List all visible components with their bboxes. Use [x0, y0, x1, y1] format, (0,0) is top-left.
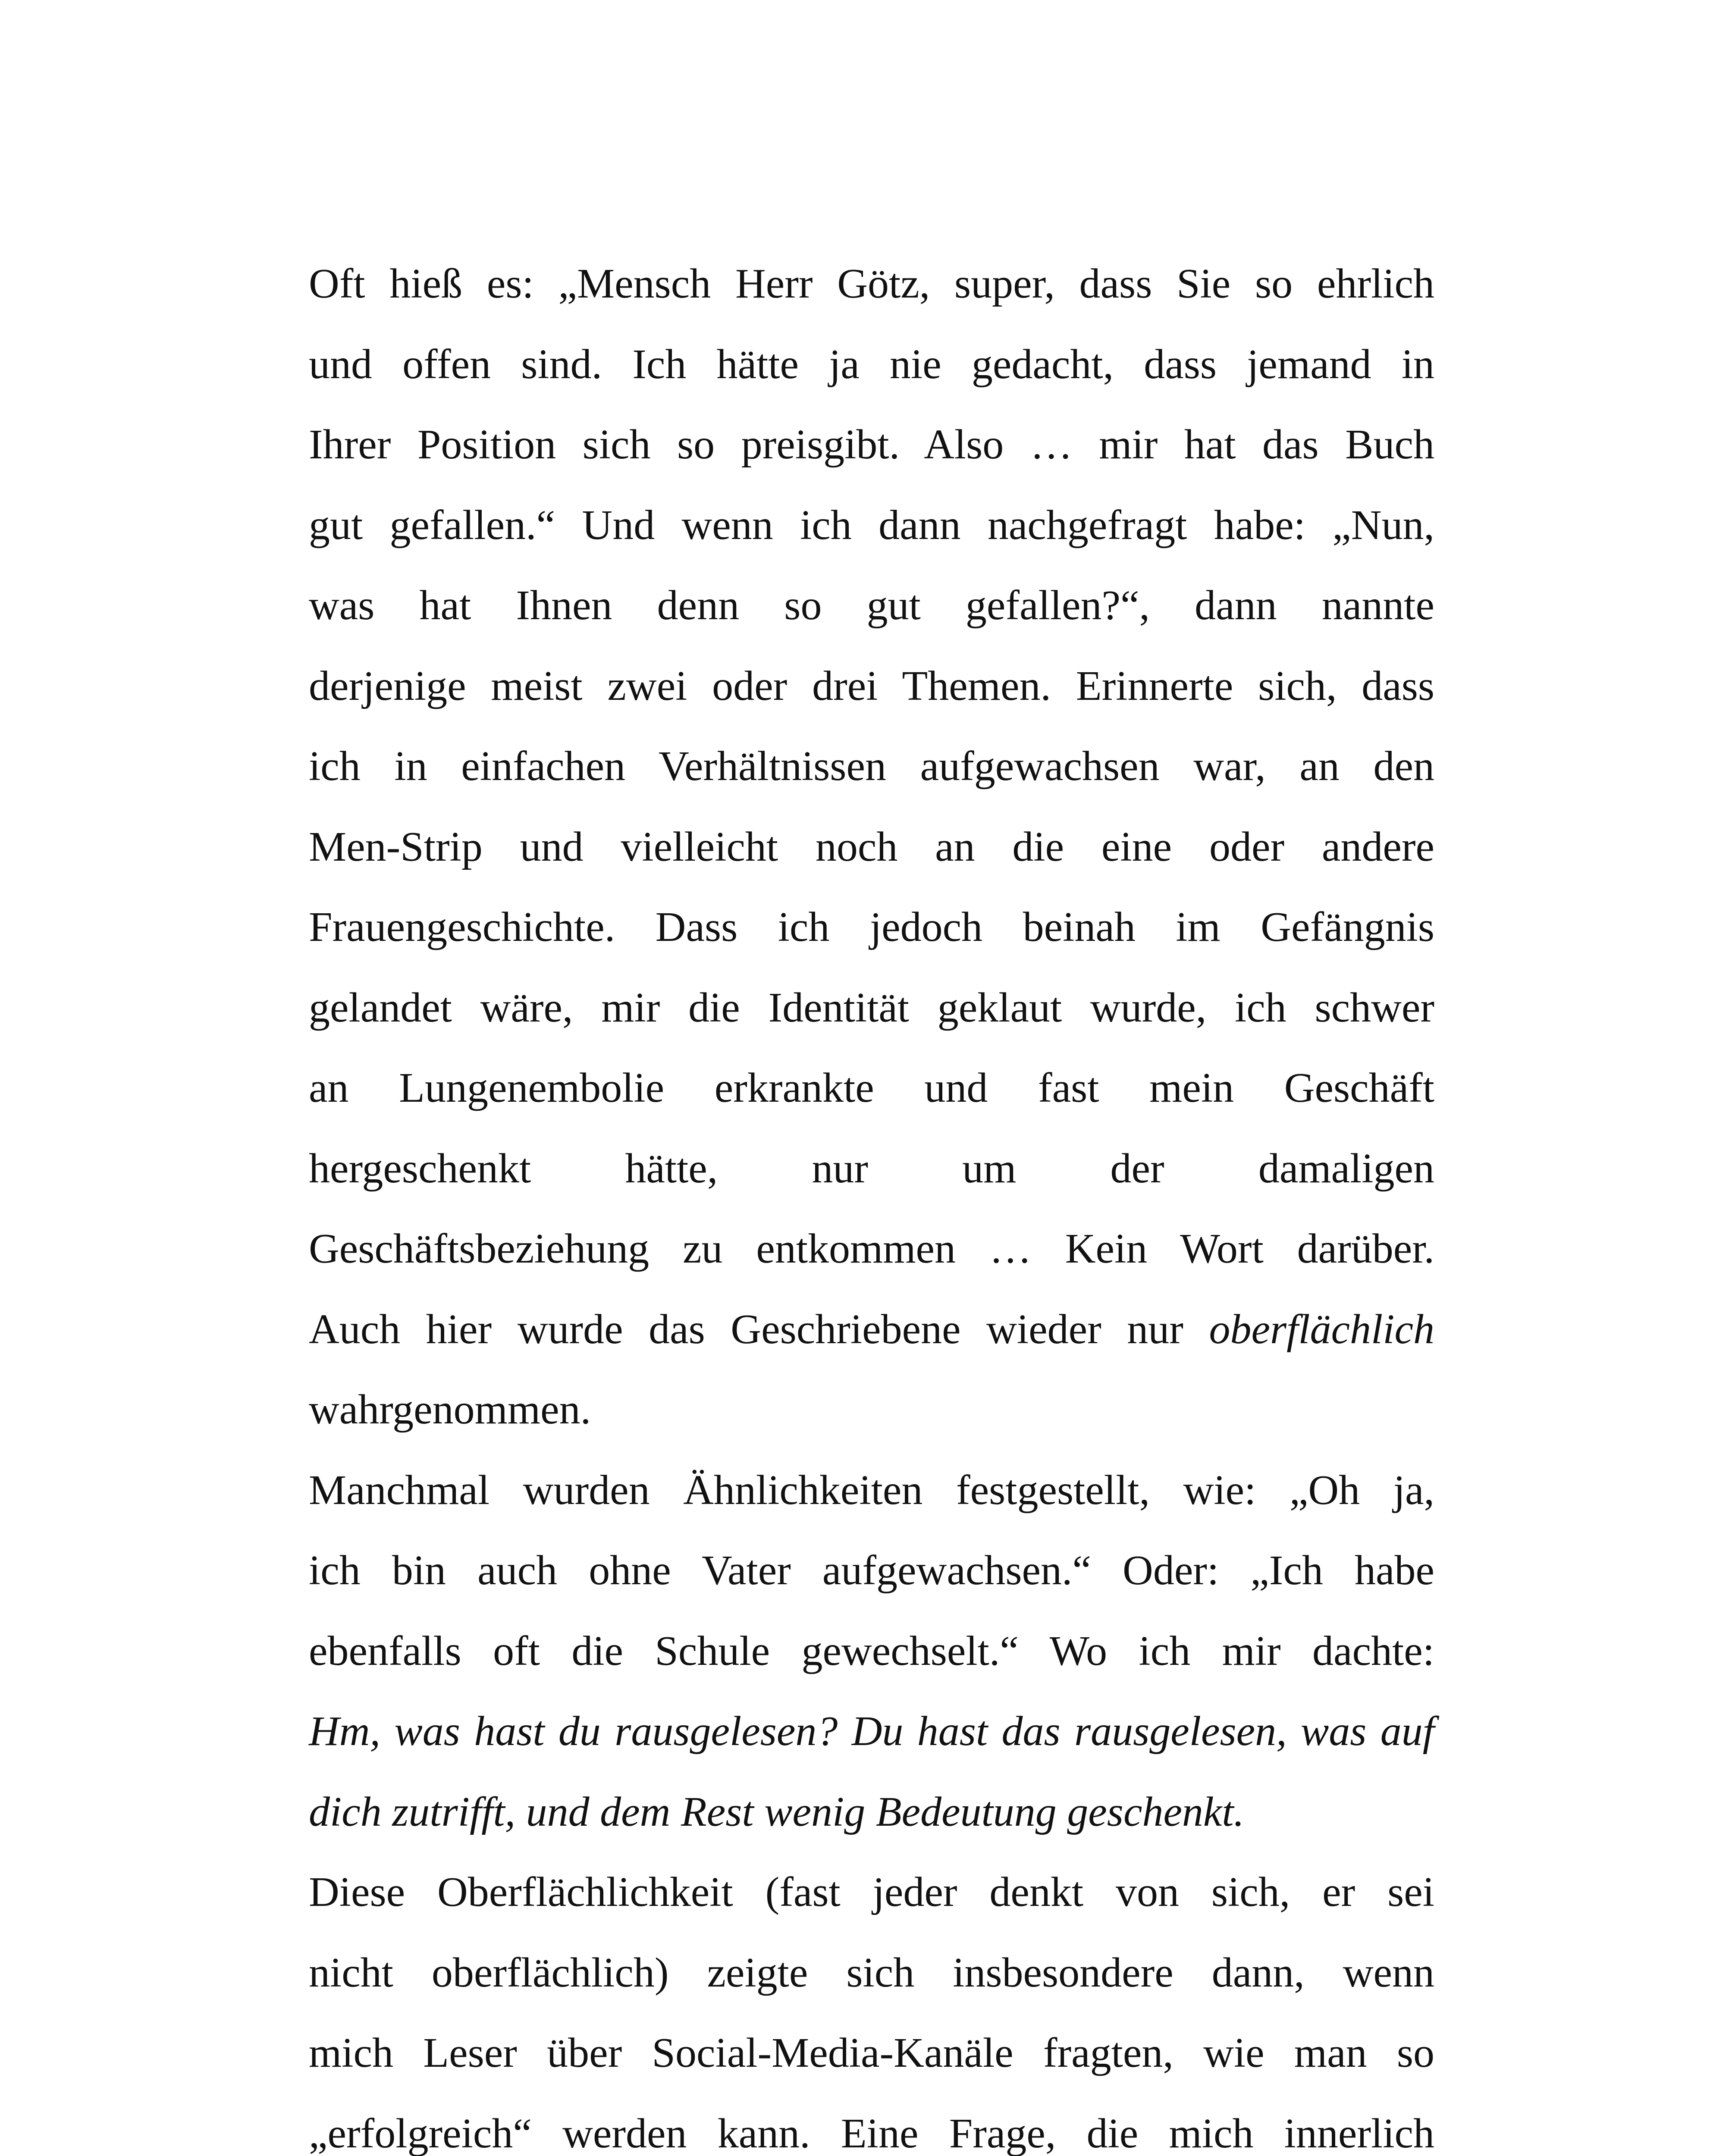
text-line: gelandet wäre, mir die Identität geklaut wurde, ich schwer [309, 984, 1434, 1031]
text-line: gut gefallen.“ Und wenn ich dann nachgefragt habe: „Nun, [309, 501, 1434, 548]
text-line: nicht oberflächlich) zeigte sich insbesondere dann, wenn [309, 1949, 1434, 1996]
text-line: Diese Oberflächlichkeit (fast jeder denkt von sich, er sei [309, 1869, 1434, 1915]
paragraph [309, 1450, 1434, 1852]
text-line: an Lungenembolie erkrankte und fast mein Geschäft [309, 1065, 1434, 1111]
text-line: „erfolgreich“ werden kann. Eine Frage, die mich innerlich [309, 2110, 1434, 2156]
text-line [309, 1289, 1434, 1370]
text-line: Oft hieß es: „Mensch Herr Götz, super, dass Sie so ehrlich [309, 260, 1434, 307]
text-line: Manchmal wurden Ähnlichkeiten festgestellt, wie: „Oh ja, [309, 1467, 1434, 1514]
text-line: was hat Ihnen denn so gut gefallen?“, dann nannte [309, 582, 1434, 629]
emphasized-text: oberflächlich [1209, 1306, 1434, 1353]
text-line: Men-Strip und vielleicht noch an die eine oder andere [309, 823, 1434, 870]
text-line: dich zutrifft, und dem Rest wenig Bedeutung geschenkt. [309, 1788, 1245, 1835]
text-line: ebenfalls oft die Schule gewechselt.“ Wo ich mir dachte: [309, 1627, 1434, 1674]
text-line: Geschäftsbeziehung zu entkommen … Kein Wort darüber. [309, 1225, 1434, 1272]
paragraph [309, 244, 1434, 1450]
text-segment: Auch hier wurde das Geschriebene wieder nur [309, 1306, 1209, 1353]
paragraph [309, 1852, 1434, 2156]
text-line: hergeschenkt hätte, nur um der damaligen [309, 1145, 1434, 1192]
text-line: mich Leser über Social-Media-Kanäle fragten, wie man so [309, 2030, 1434, 2076]
text-line: Hm, was hast du rausgelesen? Du hast das rausgelesen, was auf [309, 1708, 1434, 1755]
text-line: wahrgenommen. [309, 1386, 591, 1433]
text-line: derjenige meist zwei oder drei Themen. Erinnerte sich, dass [309, 662, 1434, 709]
body-text [309, 244, 1434, 2156]
text-line: ich in einfachen Verhältnissen aufgewachsen war, an den [309, 743, 1434, 790]
text-line: und offen sind. Ich hätte ja nie gedacht, dass jemand in [309, 341, 1434, 388]
text-line: Ihrer Position sich so preisgibt. Also … mir hat das Buch [309, 421, 1434, 468]
text-line: ich bin auch ohne Vater aufgewachsen.“ Oder: „Ich habe [309, 1547, 1434, 1594]
text-line: Frauengeschichte. Dass ich jedoch beinah im Gefängnis [309, 904, 1434, 950]
